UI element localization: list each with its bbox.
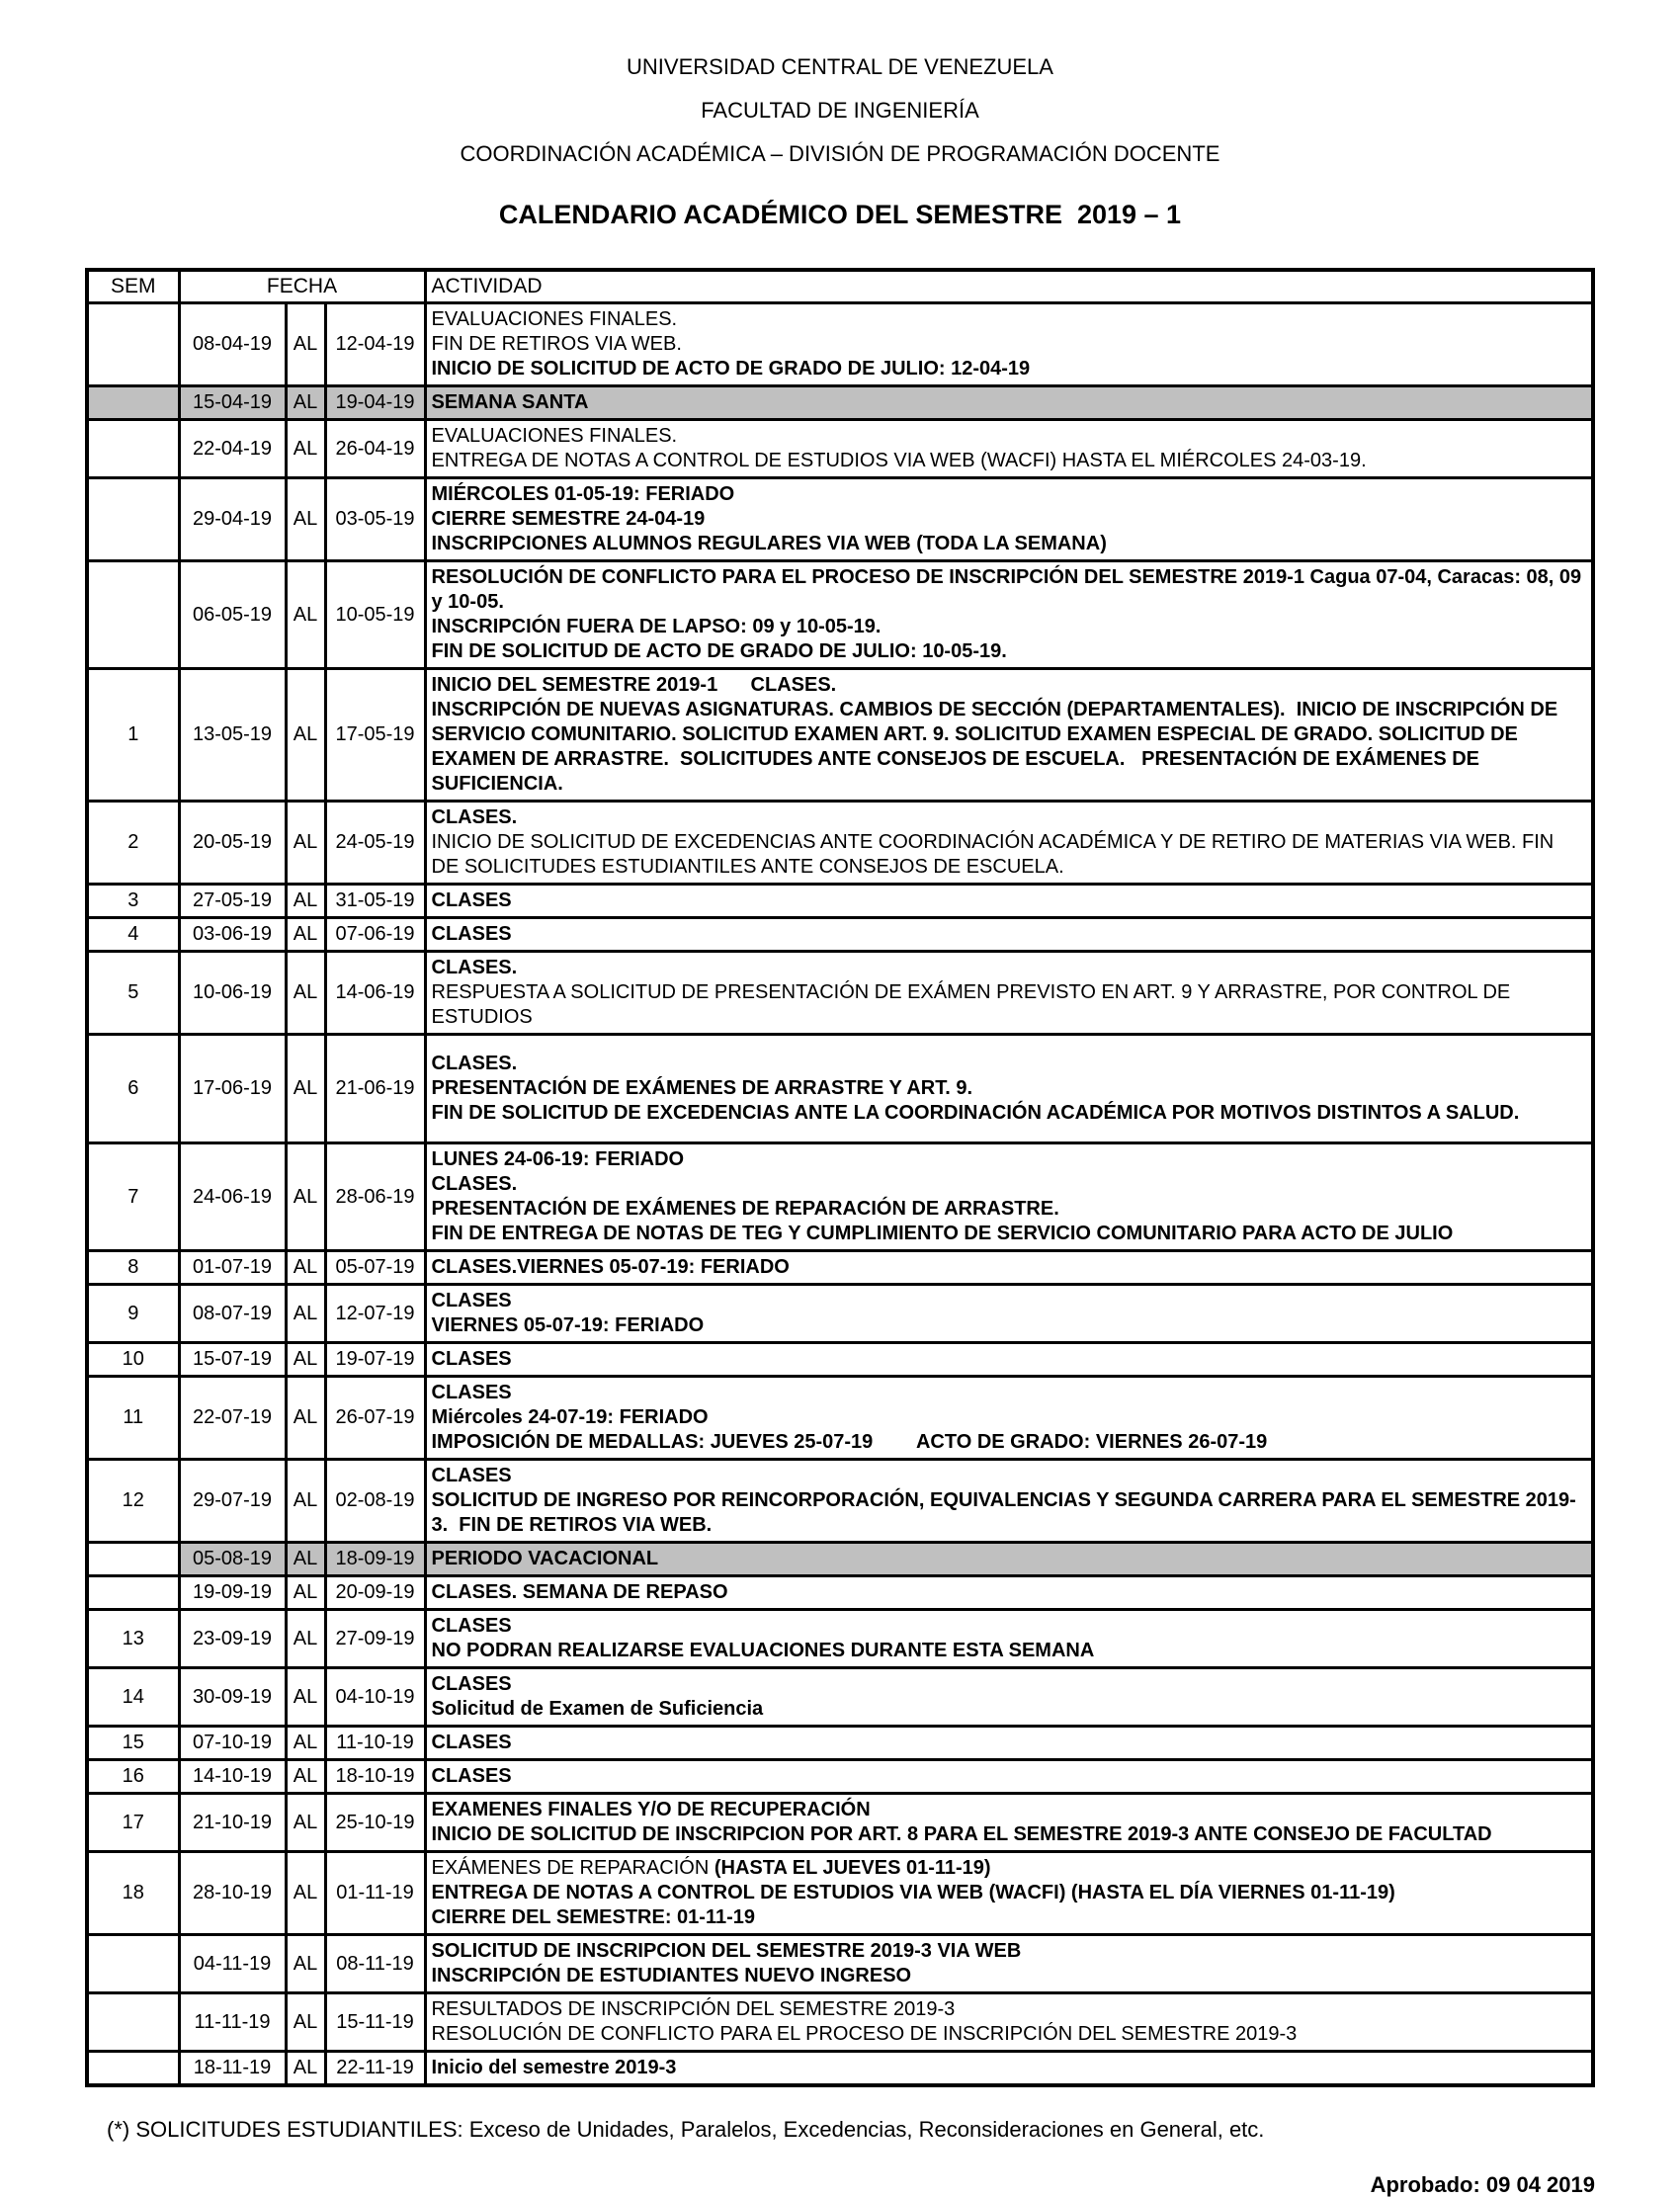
activity-text: Solicitud de Examen de Suficiencia: [431, 1698, 764, 1720]
date-to-cell: 28-06-19: [325, 1143, 425, 1251]
activity-text: CLASES: [431, 1348, 512, 1370]
activity-line: [432, 1313, 1587, 1338]
activity-text: CLASES.: [431, 806, 518, 828]
date-from-cell: 03-06-19: [179, 918, 286, 952]
institution-name: UNIVERSIDAD CENTRAL DE VENEZUELA: [627, 54, 1053, 79]
date-to-cell: 12-04-19: [325, 303, 425, 386]
sem-cell: 6: [87, 1035, 179, 1143]
date-from-cell: 23-09-19: [179, 1610, 286, 1668]
sem-cell: [87, 1576, 179, 1610]
activity-text: EVALUACIONES FINALES.: [431, 425, 678, 447]
activity-text: EVALUACIONES FINALES.: [431, 308, 678, 330]
calendar-row: [87, 1143, 1593, 1251]
column-header-sem: SEM: [87, 270, 179, 303]
date-to-cell: 27-09-19: [325, 1610, 425, 1668]
date-conjunction-cell: AL: [286, 1760, 325, 1794]
activity-line: [432, 1197, 1587, 1222]
activity-line: [432, 1255, 1587, 1280]
activity-cell: [425, 1285, 1593, 1343]
activity-text: (HASTA EL JUEVES 01-11-19): [714, 1857, 991, 1879]
date-to-cell: 08-11-19: [325, 1935, 425, 1993]
activity-text: FIN DE SOLICITUD DE EXCEDENCIAS ANTE LA COORDINACIÓN ACADÉMICA POR MOTIVOS DISTINTOS A SALUD.: [431, 1102, 1520, 1124]
activity-line: [432, 2022, 1587, 2047]
activity-line: [432, 615, 1587, 639]
calendar-row: [87, 561, 1593, 669]
sem-cell: 15: [87, 1727, 179, 1760]
date-from-cell: 06-05-19: [179, 561, 286, 669]
activity-text: Inicio del semestre 2019-3: [431, 2057, 677, 2078]
column-header-fecha: FECHA: [179, 270, 425, 303]
activity-line: [432, 1405, 1587, 1430]
activity-line: [432, 1798, 1587, 1822]
sem-cell: 10: [87, 1343, 179, 1377]
column-header-actividad: ACTIVIDAD: [425, 270, 1593, 303]
activity-text: SEMANA SANTA: [431, 391, 589, 413]
calendar-row: [87, 1460, 1593, 1543]
activity-line: [432, 565, 1587, 615]
activity-line: [432, 1939, 1587, 1964]
activity-line: [432, 1430, 1587, 1455]
activity-line: [432, 1997, 1587, 2022]
calendar-row: [87, 918, 1593, 952]
activity-text: RESOLUCIÓN DE CONFLICTO PARA EL PROCESO DE INSCRIPCIÓN DEL SEMESTRE 2019-1 Cagua 07-04, Caracas: 08, 09 y 10-05.: [431, 566, 1587, 613]
activity-line: [432, 1381, 1587, 1405]
date-from-cell: 19-09-19: [179, 1576, 286, 1610]
date-from-cell: 18-11-19: [179, 2052, 286, 2086]
date-from-cell: 04-11-19: [179, 1935, 286, 1993]
faculty-name: FACULTAD DE INGENIERÍA: [701, 98, 979, 123]
activity-text: FIN DE SOLICITUD DE ACTO DE GRADO DE JULIO: 10-05-19.: [431, 640, 1007, 662]
date-conjunction-cell: AL: [286, 1377, 325, 1460]
calendar-row: [87, 1576, 1593, 1610]
date-conjunction-cell: AL: [286, 420, 325, 478]
date-from-cell: 20-05-19: [179, 802, 286, 885]
activity-line: [432, 1289, 1587, 1313]
activity-text: FIN DE RETIROS VIA WEB.: [431, 333, 682, 355]
calendar-row: [87, 478, 1593, 561]
date-conjunction-cell: AL: [286, 1668, 325, 1727]
activity-cell: [425, 1993, 1593, 2052]
date-to-cell: 01-11-19: [325, 1852, 425, 1935]
activity-line: [432, 1964, 1587, 1988]
calendar-row: [87, 1035, 1593, 1143]
activity-cell: [425, 1576, 1593, 1610]
calendar-row: [87, 2052, 1593, 2086]
calendar-row: [87, 1993, 1593, 2052]
date-from-cell: 05-08-19: [179, 1543, 286, 1576]
date-to-cell: 18-10-19: [325, 1760, 425, 1794]
page-title: CALENDARIO ACADÉMICO DEL SEMESTRE 2019 – 1: [498, 200, 1182, 229]
date-conjunction-cell: AL: [286, 1794, 325, 1852]
activity-line: [432, 1347, 1587, 1372]
date-to-cell: 18-09-19: [325, 1543, 425, 1576]
activity-text: NO PODRAN REALIZARSE EVALUACIONES DURANTE ESTA SEMANA: [431, 1640, 1095, 1661]
date-from-cell: 21-10-19: [179, 1794, 286, 1852]
date-from-cell: 01-07-19: [179, 1251, 286, 1285]
activity-cell: [425, 918, 1593, 952]
date-from-cell: 29-04-19: [179, 478, 286, 561]
activity-cell: [425, 420, 1593, 478]
date-to-cell: 14-06-19: [325, 952, 425, 1035]
footnote: (*) SOLICITUDES ESTUDIANTILES: Exceso de Unidades, Paralelos, Excedencias, Reconsideraciones en General, etc.: [107, 2117, 1265, 2142]
sem-cell: 7: [87, 1143, 179, 1251]
activity-text: IMPOSICIÓN DE MEDALLAS: JUEVES 25-07-19 ACTO DE GRADO: VIERNES 26-07-19: [431, 1431, 1268, 1453]
date-conjunction-cell: AL: [286, 669, 325, 802]
activity-text: FIN DE ENTREGA DE NOTAS DE TEG Y CUMPLIMIENTO DE SERVICIO COMUNITARIO PARA ACTO DE JULIO: [431, 1223, 1454, 1244]
date-to-cell: 19-07-19: [325, 1343, 425, 1377]
activity-text: RESPUESTA A SOLICITUD DE PRESENTACIÓN DE EXÁMEN PREVISTO EN ART. 9 Y ARRASTRE, POR CONTROL DE ESTUDIOS: [431, 981, 1516, 1028]
calendar-row: [87, 952, 1593, 1035]
activity-line: [432, 1580, 1587, 1605]
sem-cell: 17: [87, 1794, 179, 1852]
activity-line: [432, 639, 1587, 664]
date-from-cell: 07-10-19: [179, 1727, 286, 1760]
activity-line: [432, 1222, 1587, 1246]
activity-text: CLASES: [431, 1765, 512, 1787]
calendar-row: [87, 1727, 1593, 1760]
sem-cell: 3: [87, 885, 179, 918]
date-from-cell: 08-07-19: [179, 1285, 286, 1343]
activity-line: [432, 1856, 1587, 1881]
activity-text: LUNES 24-06-19: FERIADO: [431, 1148, 685, 1170]
date-to-cell: 25-10-19: [325, 1794, 425, 1852]
activity-line: [432, 1614, 1587, 1639]
date-to-cell: 15-11-19: [325, 1993, 425, 2052]
activity-line: [432, 1464, 1587, 1488]
date-from-cell: 14-10-19: [179, 1760, 286, 1794]
activity-text: CLASES: [431, 1673, 512, 1695]
activity-text: CLASES: [431, 1465, 512, 1486]
activity-text: INSCRIPCIÓN FUERA DE LAPSO: 09 y 10-05-19.: [431, 616, 882, 637]
activity-line: [432, 1764, 1587, 1789]
activity-line: [432, 1172, 1587, 1197]
date-from-cell: 11-11-19: [179, 1993, 286, 2052]
activity-cell: [425, 669, 1593, 802]
activity-cell: [425, 1543, 1593, 1576]
activity-text: INSCRIPCIONES ALUMNOS REGULARES VIA WEB (TODA LA SEMANA): [431, 533, 1107, 554]
sem-cell: 2: [87, 802, 179, 885]
date-conjunction-cell: AL: [286, 1852, 325, 1935]
activity-text: EXAMENES FINALES Y/O DE RECUPERACIÓN: [431, 1799, 871, 1820]
calendar-table: [85, 268, 1595, 2087]
activity-line: [432, 830, 1587, 880]
activity-text: CLASES.: [431, 1053, 518, 1074]
calendar-row: [87, 1610, 1593, 1668]
activity-cell: [425, 952, 1593, 1035]
date-conjunction-cell: AL: [286, 918, 325, 952]
activity-cell: [425, 478, 1593, 561]
activity-line: [432, 1731, 1587, 1755]
activity-line: [432, 2056, 1587, 2080]
activity-text: CLASES: [431, 889, 512, 911]
activity-line: [432, 332, 1587, 357]
activity-text: CLASES. SEMANA DE REPASO: [431, 1581, 728, 1603]
date-from-cell: 22-04-19: [179, 420, 286, 478]
date-conjunction-cell: AL: [286, 1576, 325, 1610]
sem-cell: 11: [87, 1377, 179, 1460]
activity-line: [432, 307, 1587, 332]
sem-cell: 9: [87, 1285, 179, 1343]
approval-stamp: Aprobado: 09 04 2019: [1370, 2172, 1595, 2197]
activity-text: CLASES: [431, 1290, 512, 1311]
date-to-cell: 12-07-19: [325, 1285, 425, 1343]
date-from-cell: 24-06-19: [179, 1143, 286, 1251]
activity-line: [432, 1076, 1587, 1101]
date-to-cell: 21-06-19: [325, 1035, 425, 1143]
activity-text: INICIO DEL SEMESTRE 2019-1 CLASES.: [431, 674, 837, 696]
activity-line: [432, 805, 1587, 830]
activity-text: CLASES: [431, 1615, 512, 1637]
sem-cell: 14: [87, 1668, 179, 1727]
date-to-cell: 31-05-19: [325, 885, 425, 918]
calendar-row: [87, 1543, 1593, 1576]
date-to-cell: 04-10-19: [325, 1668, 425, 1727]
date-to-cell: 05-07-19: [325, 1251, 425, 1285]
activity-cell: [425, 885, 1593, 918]
date-to-cell: 02-08-19: [325, 1460, 425, 1543]
date-conjunction-cell: AL: [286, 1285, 325, 1343]
date-conjunction-cell: AL: [286, 1993, 325, 2052]
date-from-cell: 28-10-19: [179, 1852, 286, 1935]
activity-cell: [425, 561, 1593, 669]
sem-cell: 12: [87, 1460, 179, 1543]
activity-text: SOLICITUD DE INGRESO POR REINCORPORACIÓN, EQUIVALENCIAS Y SEGUNDA CARRERA PARA EL SEMESTRE 2019-3. FIN DE RETIROS VIA WEB.: [431, 1489, 1576, 1536]
calendar-row: [87, 1251, 1593, 1285]
date-from-cell: 22-07-19: [179, 1377, 286, 1460]
sem-cell: [87, 1935, 179, 1993]
sem-cell: [87, 1993, 179, 2052]
activity-cell: [425, 2052, 1593, 2086]
activity-text: INICIO DE SOLICITUD DE EXCEDENCIAS ANTE COORDINACIÓN ACADÉMICA Y DE RETIRO DE MATERIAS VIA WEB. FIN DE SOLICITUDES ESTUDIANTILES ANTE CONSEJOS DE ESCUELA.: [431, 831, 1559, 878]
date-to-cell: 19-04-19: [325, 386, 425, 420]
activity-line: [432, 1881, 1587, 1905]
activity-text: RESULTADOS DE INSCRIPCIÓN DEL SEMESTRE 2019-3: [431, 1998, 956, 2020]
sem-cell: [87, 303, 179, 386]
activity-line: [432, 482, 1587, 507]
date-to-cell: 03-05-19: [325, 478, 425, 561]
activity-text: INICIO DE SOLICITUD DE INSCRIPCION POR ART. 8 PARA EL SEMESTRE 2019-3 ANTE CONSEJO DE FACULTAD: [431, 1823, 1492, 1845]
date-conjunction-cell: AL: [286, 2052, 325, 2086]
date-to-cell: 26-07-19: [325, 1377, 425, 1460]
activity-text: RESOLUCIÓN DE CONFLICTO PARA EL PROCESO DE INSCRIPCIÓN DEL SEMESTRE 2019-3: [431, 2023, 1298, 2045]
date-from-cell: 15-07-19: [179, 1343, 286, 1377]
activity-cell: [425, 1143, 1593, 1251]
date-to-cell: 24-05-19: [325, 802, 425, 885]
activity-cell: [425, 1377, 1593, 1460]
activity-line: [432, 922, 1587, 947]
activity-text: PERIODO VACACIONAL: [431, 1548, 659, 1569]
calendar-row: [87, 1794, 1593, 1852]
activity-cell: [425, 1760, 1593, 1794]
activity-cell: [425, 1035, 1593, 1143]
calendar-row: [87, 802, 1593, 885]
activity-cell: [425, 1610, 1593, 1668]
date-to-cell: 07-06-19: [325, 918, 425, 952]
date-conjunction-cell: AL: [286, 1610, 325, 1668]
activity-cell: [425, 1668, 1593, 1727]
activity-line: [432, 673, 1587, 698]
sem-cell: [87, 2052, 179, 2086]
activity-line: [432, 956, 1587, 980]
activity-line: [432, 1488, 1587, 1538]
sem-cell: 4: [87, 918, 179, 952]
calendar-row: [87, 1343, 1593, 1377]
sem-cell: 1: [87, 669, 179, 802]
activity-line: [432, 1639, 1587, 1663]
calendar-row: [87, 885, 1593, 918]
activity-text: VIERNES 05-07-19: FERIADO: [431, 1314, 705, 1336]
date-from-cell: 17-06-19: [179, 1035, 286, 1143]
calendar-row: [87, 1935, 1593, 1993]
activity-text: INICIO DE SOLICITUD DE ACTO DE GRADO DE JULIO: 12-04-19: [431, 358, 1031, 380]
calendar-row: [87, 669, 1593, 802]
date-from-cell: 29-07-19: [179, 1460, 286, 1543]
sem-cell: [87, 561, 179, 669]
activity-line: [432, 390, 1587, 415]
date-from-cell: 10-06-19: [179, 952, 286, 1035]
activity-text: Miércoles 24-07-19: FERIADO: [431, 1406, 709, 1428]
sem-cell: 5: [87, 952, 179, 1035]
activity-line: [432, 507, 1587, 532]
date-conjunction-cell: AL: [286, 1035, 325, 1143]
date-to-cell: 26-04-19: [325, 420, 425, 478]
date-conjunction-cell: AL: [286, 1251, 325, 1285]
activity-text: EXÁMENES DE REPARACIÓN: [431, 1857, 714, 1879]
activity-line: [432, 357, 1587, 381]
date-conjunction-cell: AL: [286, 303, 325, 386]
activity-text: CIERRE DEL SEMESTRE: 01-11-19: [431, 1906, 756, 1928]
activity-line: [432, 1052, 1587, 1076]
calendar-row: [87, 1668, 1593, 1727]
department-name: COORDINACIÓN ACADÉMICA – DIVISIÓN DE PROGRAMACIÓN DOCENTE: [460, 141, 1220, 166]
activity-cell: [425, 1852, 1593, 1935]
activity-line: [432, 1822, 1587, 1847]
date-conjunction-cell: AL: [286, 1460, 325, 1543]
calendar-row: [87, 1760, 1593, 1794]
activity-text: INSCRIPCIÓN DE ESTUDIANTES NUEVO INGRESO: [431, 1965, 912, 1987]
sem-cell: [87, 420, 179, 478]
activity-line: [432, 1147, 1587, 1172]
sem-cell: 13: [87, 1610, 179, 1668]
activity-line: [432, 1547, 1587, 1571]
date-from-cell: 08-04-19: [179, 303, 286, 386]
activity-text: ENTREGA DE NOTAS A CONTROL DE ESTUDIOS VIA WEB (WACFI) HASTA EL MIÉRCOLES 24-03-19.: [431, 450, 1367, 471]
activity-text: MIÉRCOLES 01-05-19: FERIADO: [431, 483, 735, 505]
calendar-row: [87, 1285, 1593, 1343]
table-header-row: [87, 270, 1593, 303]
activity-line: [432, 1697, 1587, 1722]
sem-cell: [87, 478, 179, 561]
sem-cell: 18: [87, 1852, 179, 1935]
sem-cell: 16: [87, 1760, 179, 1794]
date-from-cell: 27-05-19: [179, 885, 286, 918]
activity-cell: [425, 303, 1593, 386]
sem-cell: [87, 386, 179, 420]
date-conjunction-cell: AL: [286, 561, 325, 669]
date-conjunction-cell: AL: [286, 1143, 325, 1251]
activity-cell: [425, 802, 1593, 885]
date-to-cell: 17-05-19: [325, 669, 425, 802]
document-header: [85, 45, 1595, 230]
date-conjunction-cell: AL: [286, 885, 325, 918]
date-to-cell: 22-11-19: [325, 2052, 425, 2086]
date-to-cell: 11-10-19: [325, 1727, 425, 1760]
activity-text: CLASES: [431, 1732, 512, 1753]
date-from-cell: 13-05-19: [179, 669, 286, 802]
activity-line: [432, 1672, 1587, 1697]
activity-line: [432, 888, 1587, 913]
date-conjunction-cell: AL: [286, 1343, 325, 1377]
activity-text: PRESENTACIÓN DE EXÁMENES DE ARRASTRE Y ART. 9.: [431, 1077, 972, 1099]
sem-cell: 8: [87, 1251, 179, 1285]
calendar-row: [87, 420, 1593, 478]
activity-text: INSCRIPCIÓN DE NUEVAS ASIGNATURAS. CAMBIOS DE SECCIÓN (DEPARTAMENTALES). INICIO DE INSCRIPCIÓN DE SERVICIO COMUNITARIO. SOLICITUD EXAMEN ART. 9. SOLICITUD EXAMEN ESPECIAL DE GRADO. SOLICITUD DE EXAMEN DE ARRASTRE. SOLICITUDES ANTE CONSEJOS DE ESCUELA. PRESENTACIÓN DE EXÁMENES DE SUFICIENCIA.: [431, 699, 1563, 795]
activity-text: CLASES.: [431, 957, 518, 978]
activity-cell: [425, 1251, 1593, 1285]
activity-line: [432, 424, 1587, 449]
activity-cell: [425, 1935, 1593, 1993]
date-from-cell: 15-04-19: [179, 386, 286, 420]
date-conjunction-cell: AL: [286, 802, 325, 885]
date-conjunction-cell: AL: [286, 1543, 325, 1576]
activity-text: SOLICITUD DE INSCRIPCION DEL SEMESTRE 2019-3 VIA WEB: [431, 1940, 1022, 1962]
date-conjunction-cell: AL: [286, 1727, 325, 1760]
activity-cell: [425, 1460, 1593, 1543]
calendar-row: [87, 303, 1593, 386]
date-conjunction-cell: AL: [286, 952, 325, 1035]
calendar-row: [87, 386, 1593, 420]
activity-text: CIERRE SEMESTRE 24-04-19: [431, 508, 706, 530]
activity-line: [432, 532, 1587, 556]
date-to-cell: 10-05-19: [325, 561, 425, 669]
activity-text: CLASES.VIERNES 05-07-19: FERIADO: [431, 1256, 790, 1278]
date-conjunction-cell: AL: [286, 1935, 325, 1993]
activity-line: [432, 698, 1587, 797]
activity-text: CLASES: [431, 1382, 512, 1403]
activity-cell: [425, 1727, 1593, 1760]
activity-text: PRESENTACIÓN DE EXÁMENES DE REPARACIÓN DE ARRASTRE.: [431, 1198, 1059, 1220]
calendar-row: [87, 1852, 1593, 1935]
activity-text: CLASES: [431, 923, 512, 945]
activity-cell: [425, 1343, 1593, 1377]
calendar-row: [87, 1377, 1593, 1460]
activity-line: [432, 1101, 1587, 1126]
date-conjunction-cell: AL: [286, 386, 325, 420]
activity-text: ENTREGA DE NOTAS A CONTROL DE ESTUDIOS VIA WEB (WACFI) (HASTA EL DÍA VIERNES 01-11-19): [431, 1882, 1395, 1903]
activity-cell: [425, 1794, 1593, 1852]
sem-cell: [87, 1543, 179, 1576]
activity-line: [432, 1905, 1587, 1930]
date-conjunction-cell: AL: [286, 478, 325, 561]
activity-line: [432, 449, 1587, 473]
activity-line: [432, 980, 1587, 1030]
date-from-cell: 30-09-19: [179, 1668, 286, 1727]
activity-cell: [425, 386, 1593, 420]
activity-text: CLASES.: [431, 1173, 518, 1195]
date-to-cell: 20-09-19: [325, 1576, 425, 1610]
calendar-rows: [87, 303, 1593, 2086]
